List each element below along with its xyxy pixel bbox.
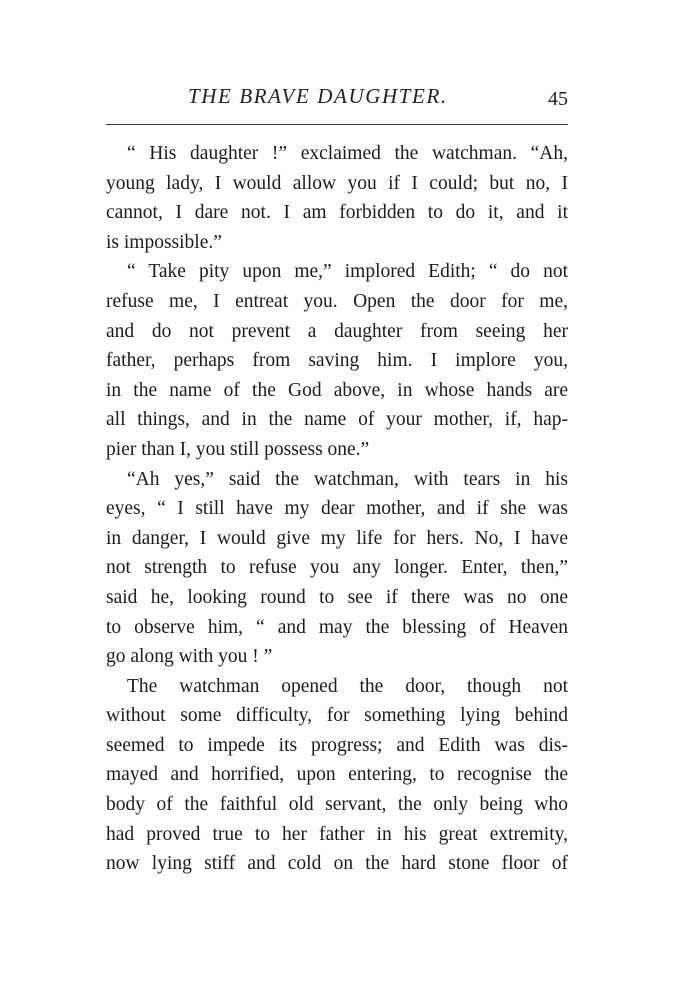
page-number: 45 (548, 88, 568, 110)
running-title: THE BRAVE DAUGHTER. (188, 84, 448, 108)
text-line: is impossible.” (106, 231, 222, 253)
header-rule (106, 124, 568, 125)
text-line: now lying stiff and cold on the hard stone floor of (106, 853, 568, 875)
text-line: said he, looking round to see if there was no one (106, 586, 568, 608)
paragraph (106, 672, 568, 879)
text-line: go along with you ! ” (106, 646, 273, 668)
text-line: without some difficulty, for something lying behind (106, 705, 568, 727)
text-line: father, perhaps from saving him. I implore you, (106, 350, 568, 372)
text-line: “Ah yes,” said the watchman, with tears in his (127, 468, 568, 490)
body-text (106, 139, 568, 879)
text-line: “ His daughter !” exclaimed the watchman. “Ah, (127, 143, 568, 164)
text-line: had proved true to her father in his great extremity, (106, 823, 568, 845)
text-line: “ Take pity upon me,” implored Edith; “ do not (127, 261, 568, 283)
running-head (106, 84, 568, 116)
text-line: mayed and horrified, upon entering, to recognise the (106, 764, 568, 786)
text-line: refuse me, I entreat you. Open the door for me, (106, 290, 568, 312)
text-line: cannot, I dare not. I am forbidden to do it, and it (106, 202, 568, 224)
text-line: seemed to impede its progress; and Edith was dis- (106, 734, 568, 756)
text-line: in danger, I would give my life for hers. No, I have (106, 527, 568, 549)
paragraph (106, 465, 568, 672)
text-line: young lady, I would allow you if I could; but no, I (106, 172, 568, 194)
text-line: not strength to refuse you any longer. Enter, then,” (106, 557, 568, 579)
paragraph (106, 257, 568, 464)
text-line: pier than I, you still possess one.” (106, 438, 370, 460)
text-line: and do not prevent a daughter from seeing her (106, 320, 568, 342)
text-line: The watchman opened the door, though not (127, 675, 568, 697)
text-line: eyes, “ I still have my dear mother, and if she was (106, 498, 568, 520)
paragraph (106, 139, 568, 257)
text-line: to observe him, “ and may the blessing of Heaven (106, 616, 568, 638)
text-line: all things, and in the name of your mother, if, hap- (106, 409, 568, 431)
text-line: body of the faithful old servant, the only being who (106, 794, 568, 816)
text-line: in the name of the God above, in whose hands are (106, 379, 568, 401)
